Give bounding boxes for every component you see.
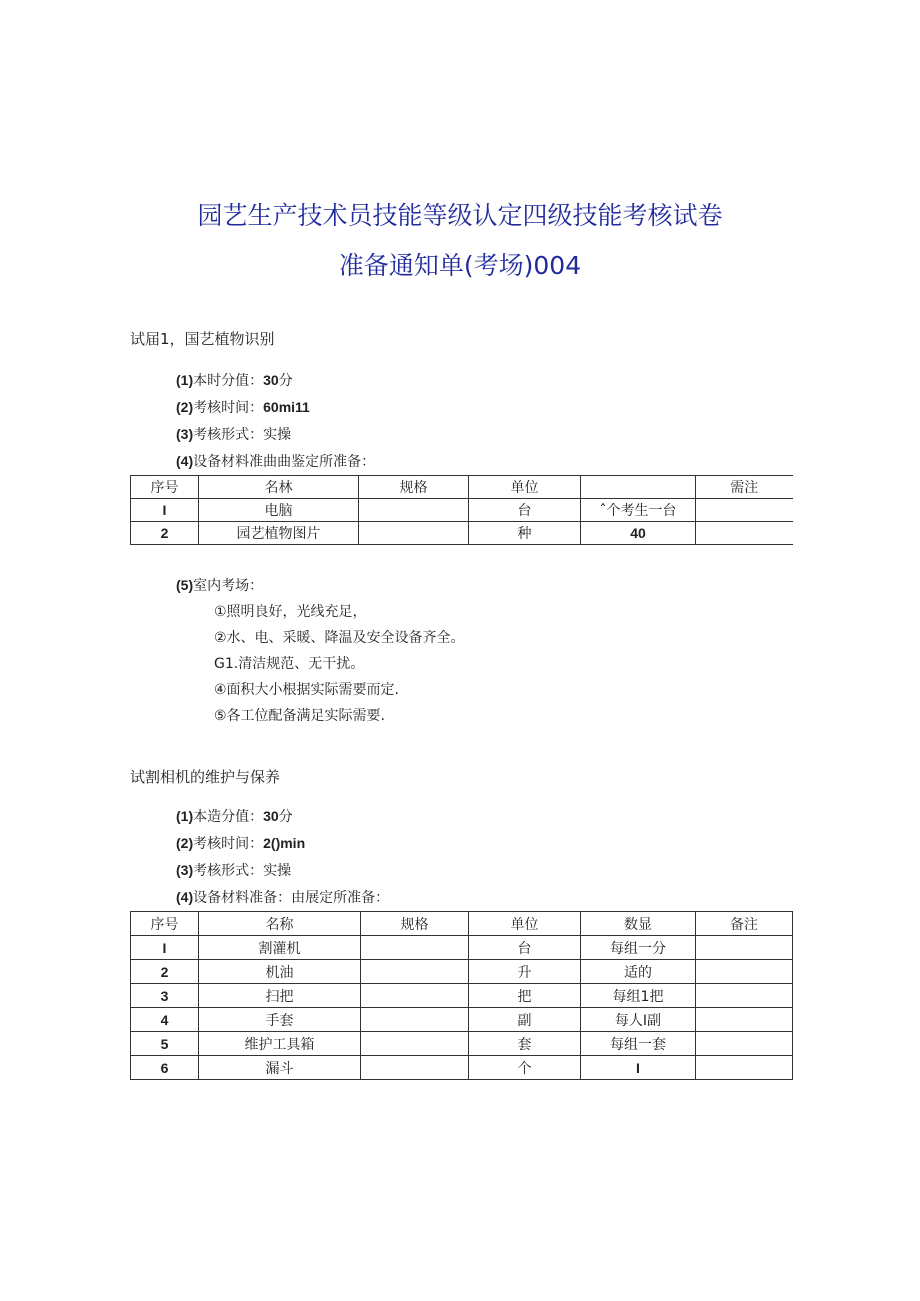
header-cell: 名林 bbox=[199, 476, 359, 499]
table-cell: 每组一分 bbox=[581, 936, 696, 960]
header-cell: 序号 bbox=[131, 912, 199, 936]
table-row bbox=[131, 984, 793, 1008]
document-title: 园艺生产技术员技能等级认定四级技能考核试卷 bbox=[197, 201, 723, 230]
table-cell: 园艺植物图片 bbox=[199, 522, 359, 545]
venue-requirement: ⑤各工位配备满足实际需要. bbox=[214, 708, 386, 724]
venue-requirement: ④面积大小根据实际需要而定. bbox=[214, 682, 400, 698]
table-cell: 电脑 bbox=[199, 499, 359, 522]
table-cell bbox=[361, 1008, 469, 1032]
header-cell: 单位 bbox=[469, 476, 581, 499]
table-cell: 扫把 bbox=[199, 984, 361, 1008]
table-cell: 每人I副 bbox=[581, 1008, 696, 1032]
table-row bbox=[131, 499, 793, 522]
table-cell bbox=[696, 522, 793, 545]
table-cell: ˆ个考生一台 bbox=[581, 499, 696, 522]
table-cell: 升 bbox=[469, 960, 581, 984]
table-cell: 台 bbox=[469, 936, 581, 960]
table-cell: 40 bbox=[581, 522, 696, 545]
table-cell: 适的 bbox=[581, 960, 696, 984]
table-cell: 机油 bbox=[199, 960, 361, 984]
section1-table bbox=[130, 475, 793, 545]
header-cell: 数显 bbox=[581, 912, 696, 936]
table-cell: 5 bbox=[131, 1032, 199, 1056]
section2-table bbox=[130, 911, 793, 1080]
table-cell: 个 bbox=[469, 1056, 581, 1080]
table-row bbox=[131, 960, 793, 984]
section1-item-score: (1)本时分值：30分 bbox=[176, 372, 293, 389]
document-subtitle: 准备通知单(考场)004 bbox=[338, 251, 582, 280]
venue-requirement: ②水、电、采暖、降温及安全设备齐全。 bbox=[214, 630, 465, 646]
table-row bbox=[131, 1008, 793, 1032]
venue-requirement: G1.清洁规范、无干扰。 bbox=[214, 656, 365, 672]
header-cell: 单位 bbox=[469, 912, 581, 936]
table-cell: 3 bbox=[131, 984, 199, 1008]
table-cell: 手套 bbox=[199, 1008, 361, 1032]
table-cell: 套 bbox=[469, 1032, 581, 1056]
section2-item-form: (3)考核形式：实操 bbox=[176, 862, 292, 879]
section1-item-form: (3)考核形式：实操 bbox=[176, 426, 292, 443]
section2-item-materials: (4)设备材料准备：由展定所准备： bbox=[176, 889, 390, 906]
header-cell: 序号 bbox=[131, 476, 199, 499]
table-cell: 维护工具箱 bbox=[199, 1032, 361, 1056]
table-cell: 每组1把 bbox=[581, 984, 696, 1008]
table-header-row bbox=[131, 476, 793, 499]
table-row bbox=[131, 1032, 793, 1056]
section1-heading: 试届1，国艺植物识别 bbox=[130, 330, 275, 348]
table-cell bbox=[359, 499, 469, 522]
table-cell bbox=[696, 1032, 793, 1056]
table-cell bbox=[359, 522, 469, 545]
venue-requirement: ①照明良好，光线充足， bbox=[214, 604, 367, 620]
section2-item-time: (2)考核时间：2()min bbox=[176, 835, 306, 852]
table-cell: I bbox=[131, 936, 199, 960]
table-cell: 每组一套 bbox=[581, 1032, 696, 1056]
section1-item-materials: (4)设备材料准曲曲鉴定所准备： bbox=[176, 453, 376, 470]
table-cell bbox=[696, 1008, 793, 1032]
table-cell: 副 bbox=[469, 1008, 581, 1032]
table-cell bbox=[696, 984, 793, 1008]
table-cell bbox=[361, 936, 469, 960]
table-cell: I bbox=[581, 1056, 696, 1080]
table-cell: 6 bbox=[131, 1056, 199, 1080]
table-cell bbox=[361, 1056, 469, 1080]
section1-item-time: (2)考核时间：60mi11 bbox=[176, 399, 310, 416]
table-cell: 割灌机 bbox=[199, 936, 361, 960]
table-cell: 2 bbox=[131, 960, 199, 984]
table-row bbox=[131, 936, 793, 960]
table-cell bbox=[696, 960, 793, 984]
section2-item-score: (1)本造分值：30分 bbox=[176, 808, 293, 825]
table-cell bbox=[361, 1032, 469, 1056]
header-cell bbox=[581, 476, 696, 499]
table-cell: 种 bbox=[469, 522, 581, 545]
table-cell: 台 bbox=[469, 499, 581, 522]
header-cell: 备注 bbox=[696, 912, 793, 936]
table-cell bbox=[361, 984, 469, 1008]
header-cell: 名称 bbox=[199, 912, 361, 936]
table-row bbox=[131, 522, 793, 545]
table-header-row bbox=[131, 912, 793, 936]
table-cell: 4 bbox=[131, 1008, 199, 1032]
header-cell: 规格 bbox=[359, 476, 469, 499]
table-cell: 把 bbox=[469, 984, 581, 1008]
table-cell bbox=[361, 960, 469, 984]
table-row bbox=[131, 1056, 793, 1080]
table-cell bbox=[696, 1056, 793, 1080]
section2-heading: 试割相机的维护与保养 bbox=[130, 768, 281, 786]
table-cell: I bbox=[131, 499, 199, 522]
table-cell bbox=[696, 936, 793, 960]
table-cell: 2 bbox=[131, 522, 199, 545]
table-cell: 漏斗 bbox=[199, 1056, 361, 1080]
header-cell: 需注 bbox=[696, 476, 793, 499]
header-cell: 规格 bbox=[361, 912, 469, 936]
table-cell bbox=[696, 499, 793, 522]
section1-item-venue: (5)室内考场： bbox=[176, 577, 264, 594]
